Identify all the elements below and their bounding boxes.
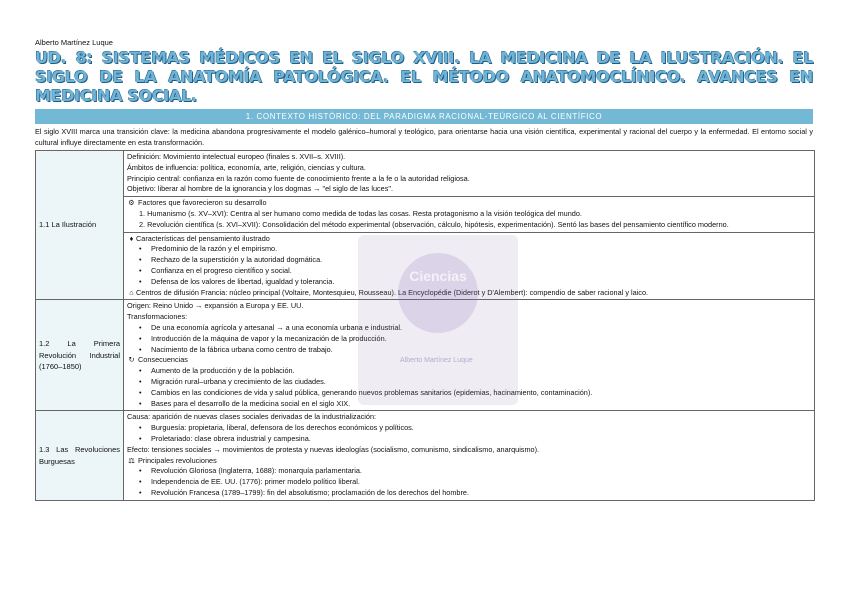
cause-line: Causa: aparición de nuevas clases sociales derivadas de la industrialización:: [127, 412, 377, 422]
list-item: • Nacimiento de la fábrica urbana como centro de trabajo.: [127, 345, 811, 356]
list-item: • Rechazo de la superstición y la autoridad dogmática.: [127, 255, 811, 266]
list-item: • Revolución Francesa (1789–1799): fin del absolutismo; proclamación de los derechos del hombre.: [127, 488, 811, 499]
cycle-icon: ↻: [128, 355, 135, 365]
author-name: Alberto Martínez Luque: [35, 38, 113, 47]
document-title: UD. 8: SISTEMAS MÉDICOS EN EL SIGLO XVIII. LA MEDICINA DE LA ILUSTRACIÓN. EL SIGLO DE LA ANATOMÍA PATOLÓGICA. EL MÉTODO ANATOMOCLÍNICO. AVANCES EN MEDICINA SOCIAL.: [35, 48, 813, 105]
document-page: [35, 38, 813, 501]
watermark-caption: Alberto Martínez Luque: [400, 357, 473, 364]
ilustracion-definition-cell: [124, 151, 815, 197]
factor-item: 1. Humanismo (s. XV–XVI): Centra al ser humano como medida de todas las cosas. Resta protagonismo a la visión teológica del mundo.: [139, 208, 582, 218]
effect-line: Efecto: tensiones sociales → movimientos de protesta y nuevas ideologías (socialismo, comunismo, sindicalismo, anarquismo).: [127, 444, 540, 454]
table-row: [36, 232, 815, 300]
table-row: [36, 197, 815, 232]
list-item: • Defensa de los valores de libertad, igualdad y tolerancia.: [127, 277, 811, 288]
ilustracion-factors-cell: [124, 197, 815, 232]
list-item: • Revolución Gloriosa (Inglaterra, 1688): monarquía parlamentaria.: [127, 466, 811, 477]
building-icon: ⌂: [129, 287, 134, 297]
scales-icon: ⚖: [128, 455, 135, 465]
traits-heading: Características del pensamiento ilustrado: [136, 233, 270, 243]
centers-text: Centros de difusión Francia: núcleo principal (Voltaire, Montesquieu, Rousseau). La Encyclopédie (Diderot y D'Alembert): compendio de saber racional y laico.: [136, 287, 649, 297]
revolutions-heading: Principales revoluciones: [138, 455, 217, 465]
burguesas-cell: [124, 411, 815, 500]
list-item: • Introducción de la máquina de vapor y la mecanización de la producción.: [127, 334, 811, 345]
list-item: • Independencia de EE. UU. (1776): primer modelo político liberal.: [127, 477, 811, 488]
list-item: • Migración rural–urbana y crecimiento de las ciudades.: [127, 377, 811, 388]
list-item: • Aumento de la producción y de la población.: [127, 366, 811, 377]
consequences-heading: Consecuencias: [138, 355, 188, 365]
list-item: • Proletariado: clase obrera industrial y campesina.: [127, 434, 811, 445]
definition-line: Ámbitos de influencia: política, economía, arte, religión, ciencias y cultura.: [127, 162, 366, 172]
list-item: • Cambios en las condiciones de vida y salud pública, generando nuevos problemas sanitarios (epidemias, hacinamiento, contaminación).: [127, 388, 811, 399]
list-item: • Bases para el desarrollo de la medicina social en el siglo XIX.: [127, 399, 811, 410]
watermark-logo: Ciencias: [398, 253, 478, 333]
origin-line: Origen: Reino Unido → expansión a Europa y EE. UU.: [127, 301, 304, 311]
definition-line: Objetivo: liberar al hombre de la ignorancia y los dogmas → "el siglo de las luces".: [127, 184, 393, 194]
table-row: [36, 151, 815, 197]
factor-item: 2. Revolución científica (s. XVI–XVII): Consolidación del método experimental (observación, cálculo, hipótesis, experimentación). Sentó las bases del pensamiento científico moderno.: [139, 219, 729, 229]
context-table: [35, 150, 815, 501]
table-row: [36, 300, 815, 411]
factors-heading: Factores que favorecieron su desarrollo: [138, 198, 267, 208]
list-item: • Predominio de la razón y el empirismo.: [127, 244, 811, 255]
lightbulb-icon: ♦: [129, 233, 134, 243]
row-label-revolucion-industrial: 1.2 La Primera Revolución Industrial (1760–1850): [36, 300, 124, 411]
ilustracion-traits-cell: [124, 232, 815, 300]
section-heading: 1. CONTEXTO HISTÓRICO: DEL PARADIGMA RACIONAL-TEÚRGICO AL CIENTÍFICO: [35, 109, 813, 124]
definition-line: Principio central: confianza en la razón como fuente de conocimiento frente a la fe o la autoridad religiosa.: [127, 173, 470, 183]
revolucion-cell: [124, 300, 815, 411]
gear-icon: ⚙: [128, 198, 135, 208]
row-label-ilustracion: 1.1 La Ilustración: [36, 151, 124, 300]
list-item: • De una economía agrícola y artesanal → a una economía urbana e industrial.: [127, 323, 811, 334]
list-item: • Burguesía: propietaria, liberal, defensora de los derechos económicos y políticos.: [127, 423, 811, 434]
intro-paragraph: El siglo XVIII marca una transición clave: la medicina abandona progresivamente el modelo galénico–humoral y teológico, para orientarse hacia una visión científica, experimental y racional del cuerpo y la enfermedad. El entorno social y cultural influye directamente en esta transformación.: [35, 127, 813, 147]
row-label-revoluciones-burguesas: 1.3 Las Revoluciones Burguesas: [36, 411, 124, 500]
definition-line: Definición: Movimiento intelectual europeo (finales s. XVII–s. XVIII).: [127, 152, 346, 161]
table-row: [36, 411, 815, 500]
transformations-heading: Transformaciones:: [127, 312, 188, 322]
list-item: • Confianza en el progreso científico y social.: [127, 266, 811, 277]
